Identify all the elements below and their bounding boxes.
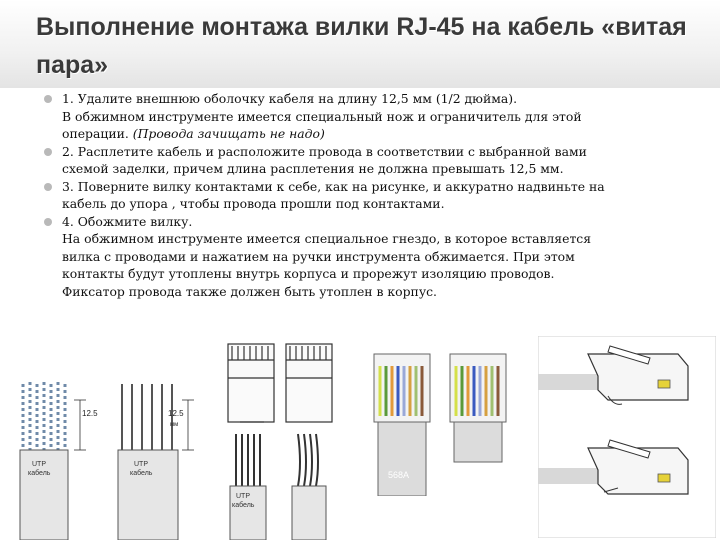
cable-label-left-2: кабель bbox=[28, 470, 51, 477]
step-4-line-3: вилка с проводами и нажатием на ручки инструмента обжимается. При этом bbox=[62, 248, 575, 264]
figure-plug-insertion bbox=[220, 338, 338, 540]
cable-label-right-2: кабель bbox=[130, 470, 153, 477]
step-1-line-3-text: операции. bbox=[62, 126, 129, 141]
step-1-line-1: 1. Удалите внешнюю оболочку кабеля на длину 12,5 мм (1/2 дюйма). bbox=[62, 91, 518, 106]
step-2-line-1: 2. Расплетите кабель и расположите провода в соответствии с выбранной вами bbox=[62, 143, 587, 159]
dim-label-left: 12.5 bbox=[82, 409, 98, 418]
step-4-line-1: 4. Обожмите вилку. bbox=[62, 213, 193, 229]
instruction-list bbox=[44, 90, 694, 300]
step-1-line-3 bbox=[62, 125, 694, 143]
bullet-icon bbox=[44, 148, 52, 156]
step-4-line-4: контакты будут утоплены внутрь корпуса и прорежут изоляцию проводов. bbox=[62, 266, 555, 281]
plug-right-icon bbox=[286, 344, 332, 422]
step-2 bbox=[44, 143, 694, 178]
plug-left-icon bbox=[228, 344, 274, 422]
figure-crimp-section bbox=[538, 336, 716, 538]
cable-label-left-1: UTP bbox=[32, 461, 46, 468]
crimp-section-drawing bbox=[538, 336, 716, 538]
stripped-cable-drawing bbox=[18, 380, 198, 540]
dim-unit-right: мм bbox=[170, 422, 179, 428]
slide-title: Выполнение монтажа вилки RJ-45 на кабель «витая пара» bbox=[36, 13, 687, 79]
plug-cable-label-1: UTP bbox=[236, 493, 250, 500]
step-1-note: (Провода зачищать не надо) bbox=[132, 126, 325, 141]
step-4-line-2: На обжимном инструменте имеется специальное гнездо, в которое вставляется bbox=[62, 231, 592, 246]
bullet-icon bbox=[44, 95, 52, 103]
cable-jacket-left bbox=[378, 422, 426, 496]
dim-label-right: 12.5 bbox=[168, 409, 184, 418]
plug-transparent-right-icon bbox=[450, 354, 506, 422]
step-3 bbox=[44, 178, 694, 213]
step-4 bbox=[44, 213, 694, 301]
step-3-line-2: кабель до упора , чтобы провода прошли под контактами. bbox=[62, 196, 445, 211]
cable-label-right-1: UTP bbox=[134, 461, 148, 468]
plug-cable-label-2: кабель bbox=[232, 502, 255, 509]
pinout-drawing bbox=[366, 346, 518, 496]
plug-transparent-left-icon bbox=[374, 354, 430, 422]
step-2-line-2: схемой заделки, причем длина расплетения не должна превышать 12,5 мм. bbox=[62, 161, 564, 176]
step-1-line-2: В обжимном инструменте имеется специальный нож и ограничитель для этой bbox=[62, 108, 582, 124]
bullet-icon bbox=[44, 218, 52, 226]
figure-pinout-568a bbox=[366, 346, 518, 496]
plug-insertion-drawing bbox=[220, 338, 338, 540]
step-3-line-1: 3. Поверните вилку контактами к себе, как на рисунке, и аккуратно надвиньте на bbox=[62, 178, 605, 194]
step-1 bbox=[44, 90, 694, 143]
cable-right-jacket bbox=[292, 486, 326, 540]
bullet-icon bbox=[44, 183, 52, 191]
standard-label: 568A bbox=[388, 470, 410, 480]
figure-stripped-cable bbox=[18, 380, 198, 540]
cable-jacket-right bbox=[454, 422, 502, 462]
step-4-line-5: Фиксатор провода также должен быть утоплен в корпус. bbox=[62, 283, 437, 299]
